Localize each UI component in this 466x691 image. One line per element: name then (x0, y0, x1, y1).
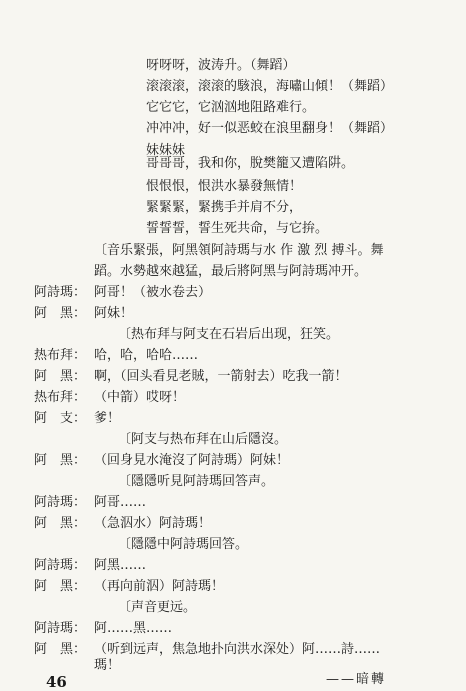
stage-direction: 蹈。水勢越來越猛，最后將阿黑与阿詩瑪冲开。 (94, 264, 368, 279)
speech-continuation: 瑪！ (94, 658, 121, 673)
verse-line: 緊緊緊，緊携手并肩不分， (146, 200, 303, 215)
speaker-label: 阿 黑： (34, 579, 87, 594)
speech-text: （再向前泅）阿詩瑪！ (94, 579, 225, 594)
speech-text: 阿哥！（被水卷去） (94, 285, 212, 300)
verse-line: 恨恨恨，恨洪水暴發無情！ (146, 179, 303, 194)
speech-text: （急泅水）阿詩瑪！ (94, 516, 212, 531)
speech-text: （听到远声，焦急地扑向洪水深处）阿……詩…… (94, 642, 381, 657)
verse-line: 滚滚滚，滚滚的駭浪，海嘯山傾！（舞蹈） (146, 79, 394, 94)
speaker-label: 阿 黑： (34, 453, 87, 468)
speaker-label: 阿 黑： (34, 306, 87, 321)
speaker-label: 阿 黑： (34, 369, 87, 384)
speech-text: 阿黑…… (94, 558, 147, 573)
speech-text: 啊，（回头看見老賊，一箭射去）吃我一箭！ (94, 369, 348, 384)
verse-line: 呀呀呀，波涛升。（舞蹈） (146, 58, 296, 73)
verse-line: 妹妹妹 (146, 143, 186, 158)
speech-text: 爹！ (94, 411, 121, 426)
speaker-label: 热布拜： (34, 348, 87, 363)
stage-direction: 〔隱隱中阿詩瑪回答。 (118, 537, 249, 552)
speech-text: （回身見水淹沒了阿詩瑪）阿妹！ (94, 453, 290, 468)
speech-text: （中箭）哎呀！ (94, 390, 186, 405)
speaker-label: 阿詩瑪： (34, 495, 87, 510)
verse-line: 誓誓誓，誓生死共命，与它拚。 (146, 221, 329, 236)
speech-text: 哈，哈，哈哈…… (94, 348, 199, 363)
speaker-label: 阿詩瑪： (34, 285, 87, 300)
verse-line: 它它它，它汹汹地阻路难行。 (146, 100, 316, 115)
stage-direction: 〔声音更远。 (118, 600, 197, 615)
page-number: 46 (46, 673, 67, 691)
stage-direction: 〔阿支与热布拜在山后隱沒。 (118, 432, 288, 447)
stage-direction: 〔隱隱听見阿詩瑪回答声。 (118, 474, 275, 489)
speaker-label: 阿詩瑪： (34, 621, 87, 636)
stage-direction: 〔音乐緊張，阿黑領阿詩瑪与水 作 激 烈 搏斗。舞 (94, 243, 384, 258)
speaker-label: 阿 黑： (34, 516, 87, 531)
scene-transition-note: ——暗轉 (326, 672, 387, 687)
speaker-label: 阿詩瑪： (34, 558, 87, 573)
verse-line: 冲冲冲，好一似恶蛟在浪里翻身！（舞蹈） (146, 121, 394, 136)
speech-text: 阿哥…… (94, 495, 147, 510)
stage-direction: 〔热布拜与阿支在石岩后出现，狂笑。 (118, 327, 340, 342)
speaker-label: 阿 黑： (34, 642, 87, 657)
speaker-label: 热布拜： (34, 390, 87, 405)
speaker-label: 阿 支： (34, 411, 87, 426)
speech-text: 阿妹！ (94, 306, 134, 321)
verse-line: 哥哥哥，我和你，脫樊籠又遭陷阱。 (146, 156, 355, 171)
speech-text: 阿……黑…… (94, 621, 173, 636)
